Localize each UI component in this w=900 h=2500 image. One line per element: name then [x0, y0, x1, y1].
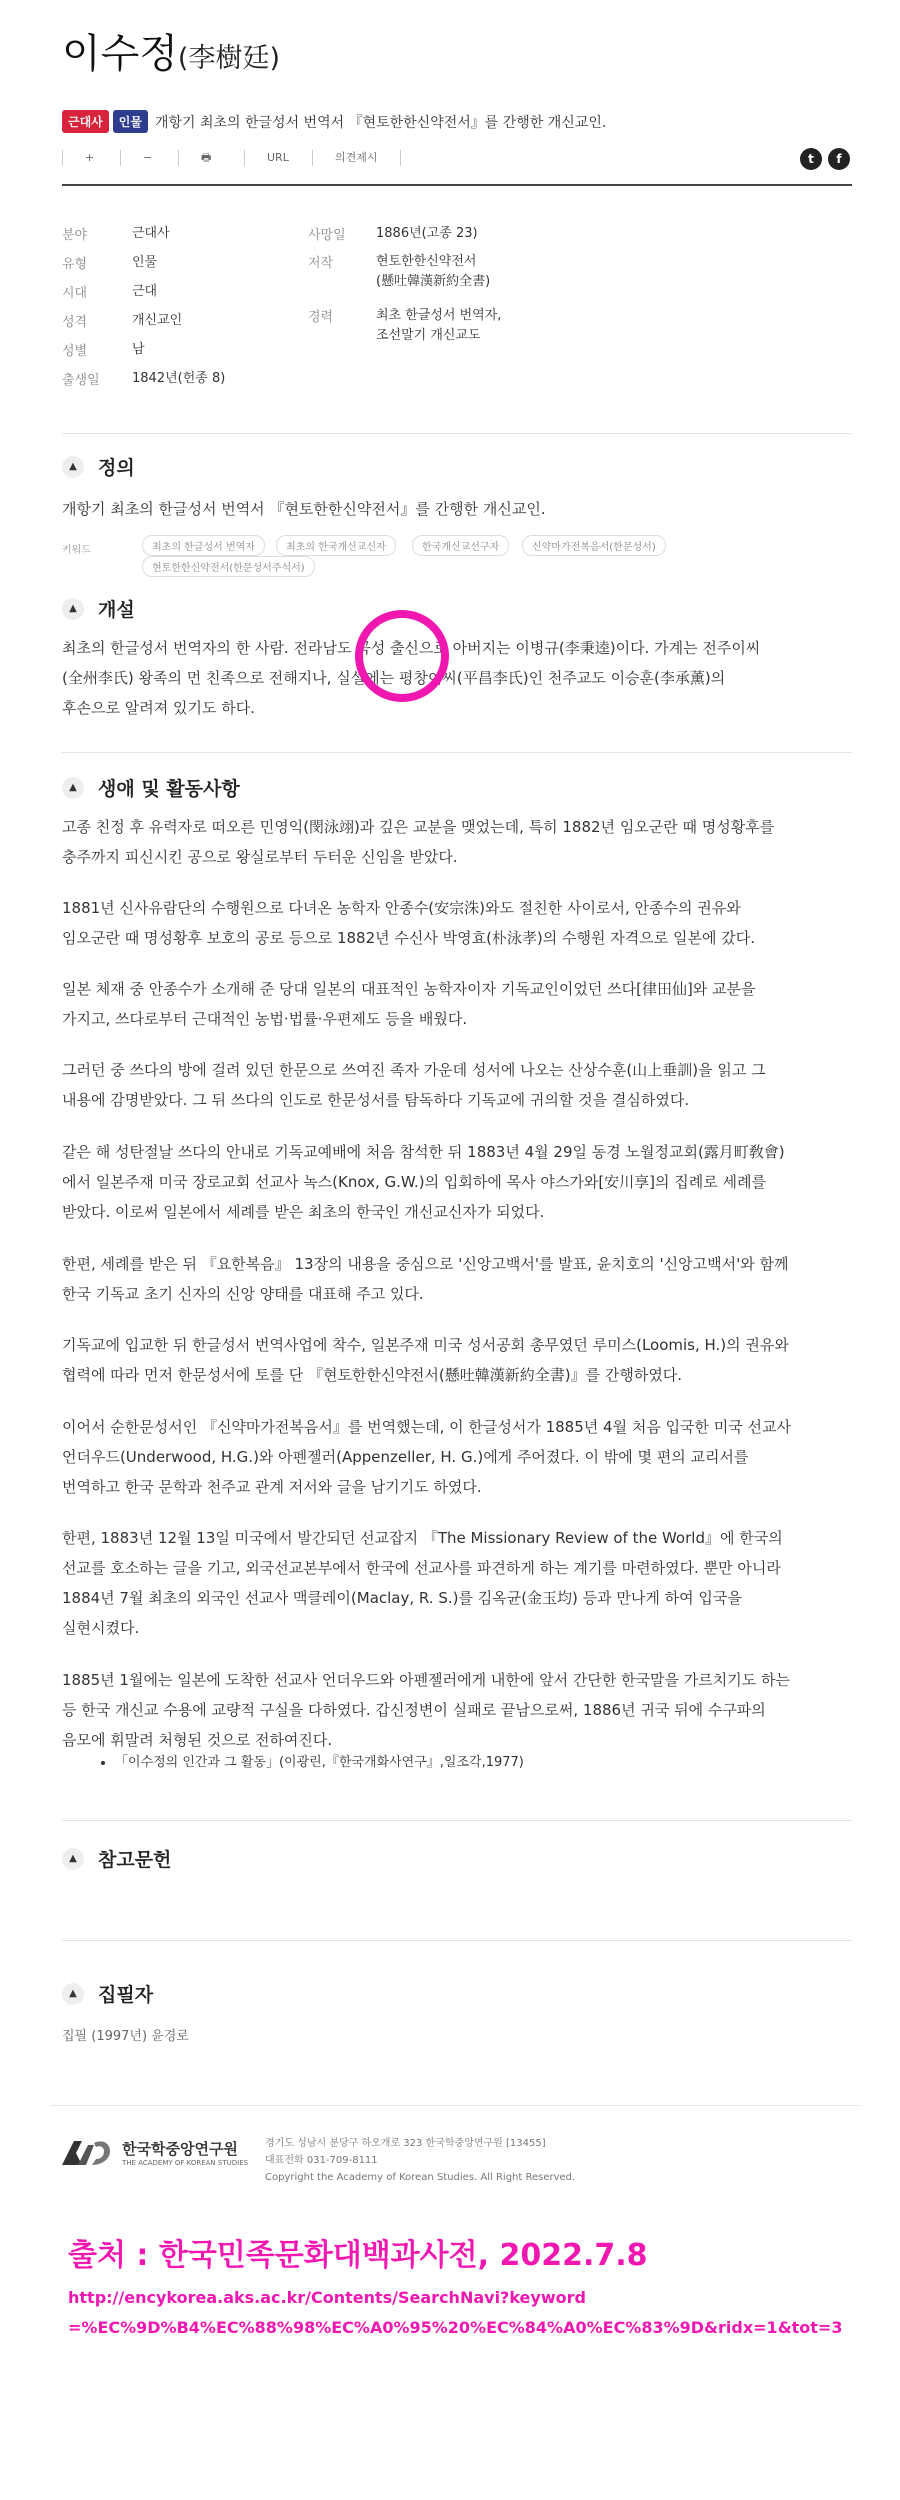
- text-line: 선교를 호소하는 글을 기고, 외국선교본부에서 한국에 선교사를 파견하게 하는 계기를 마련하였다. 뿐만 아니라: [62, 1559, 781, 1577]
- life-paragraph: [62, 1249, 832, 1309]
- text-line: (全州李氏) 왕족의 먼 친족으로 전해지나, 실설에는 평창이씨(平昌李氏)인 천주교도 이승훈(李承薰)의: [62, 669, 726, 687]
- text-line: 가지고, 쓰다로부터 근대적인 농법·법률·우편제도 등을 배웠다.: [62, 1010, 468, 1028]
- section-title: 참고문헌: [98, 1849, 172, 1871]
- entry-badges: [62, 110, 606, 133]
- text-line: 같은 해 성탄절날 쓰다의 안내로 기독교예배에 처음 참석한 뒤 1883년 4월 29일 동경 노월정교회(露月町敎會): [62, 1143, 785, 1161]
- info-value: 근대사: [132, 226, 170, 241]
- info-value: [376, 306, 501, 346]
- definition-heading[interactable]: [62, 453, 135, 480]
- source-label: 출처 : 한국민족문화대백과사전, 2022.7.8: [68, 2238, 648, 2273]
- collapse-icon[interactable]: ▲: [62, 456, 84, 478]
- collapse-icon[interactable]: ▲: [62, 1983, 84, 2005]
- writer-heading[interactable]: [62, 1980, 153, 2007]
- text-line: 언더우드(Underwood, H.G.)와 아펜젤러(Appenzeller, H. G.)에게 주어졌다. 이 밖에 몇 편의 교리서를: [62, 1448, 749, 1466]
- text-line: 최초의 한글성서 번역자의 한 사람. 전라남도 곡성 출신으로 아버지는 이병규(李秉逵)이다. 가계는 전주이씨: [62, 639, 761, 657]
- info-label: 출생일: [62, 373, 100, 388]
- writer-text: 집필 (1997년) 윤경로: [62, 2029, 189, 2044]
- references-heading[interactable]: [62, 1845, 171, 1872]
- info-label: 경력: [308, 310, 334, 325]
- info-label: 성격: [62, 315, 88, 330]
- life-paragraph: [62, 1330, 832, 1390]
- info-value: 인물: [132, 255, 158, 270]
- keyword-tag[interactable]: 최초의 한국개신교신자: [276, 535, 396, 556]
- text-line: 일본 체재 중 안종수가 소개해 준 당대 일본의 대표적인 농학자이자 기독교인이었던 쓰다[律田仙]와 교분을: [62, 980, 756, 998]
- source-url[interactable]: [68, 2283, 842, 2343]
- text-line: 1885년 1월에는 일본에 도착한 선교사 언더우드와 아펜젤러에게 내한에 앞서 간단한 한국말을 가르치기도 하는: [62, 1671, 791, 1689]
- collapse-icon[interactable]: ▲: [62, 598, 84, 620]
- info-label: 저작: [308, 256, 334, 271]
- life-paragraph: [62, 812, 832, 872]
- text-line: 고종 친정 후 유력자로 떠오른 민영익(閔泳翊)과 깊은 교분을 맺었는데, 특히 1882년 임오군란 때 명성황후를: [62, 818, 775, 836]
- text-line: 1884년 7월 최초의 외국인 선교사 맥클레이(Maclay, R. S.)를 김옥균(金玉均) 등과 만나게 하여 입국을: [62, 1589, 742, 1607]
- text-line: 내용에 감명받았다. 그 뒤 쓰다의 인도로 한문성서를 탐독하다 기독교에 귀의할 것을 결심하였다.: [62, 1091, 690, 1109]
- collapse-icon[interactable]: ▲: [62, 1848, 84, 1870]
- org-name-ko: 한국학중앙연구원: [122, 2139, 238, 2158]
- info-label: 성별: [62, 344, 88, 359]
- work-title-hanja: (懸吐韓漢新約全書): [376, 274, 491, 289]
- toolbar: [62, 140, 852, 186]
- text-line: 한국 기독교 초기 신자의 신앙 양태를 대표해 주고 있다.: [62, 1285, 424, 1303]
- text-line: 음모에 휘말려 처형된 것으로 전하여진다.: [62, 1731, 333, 1749]
- text-line: 한편, 1883년 12월 13일 미국에서 발간되던 선교잡지 『The Missionary Review of the World』에 한국의: [62, 1529, 783, 1547]
- reference-item: • 「이수정의 인간과 그 활동」(이광린,『한국개화사연구』,일조각,1977): [115, 1751, 524, 1770]
- text-line: 임오군란 때 명성황후 보호의 공로 등으로 1882년 수신사 박영효(朴泳孝)의 수행원 자격으로 일본에 갔다.: [62, 929, 755, 947]
- info-label: 분야: [62, 228, 88, 243]
- life-paragraph: [62, 1412, 832, 1502]
- text-line: 그러던 중 쓰다의 방에 걸려 있던 한문으로 쓰여진 족자 가운데 성서에 나오는 산상수훈(山上垂訓)을 읽고 그: [62, 1061, 766, 1079]
- section-title: 정의: [98, 457, 135, 479]
- page-title: [62, 22, 280, 79]
- info-label: 유형: [62, 257, 88, 272]
- url-button[interactable]: URL: [244, 150, 311, 166]
- era-badge[interactable]: 근대사: [62, 110, 109, 133]
- definition-text: 개항기 최초의 한글성서 번역서 『현토한한신약전서』를 간행한 개신교인.: [62, 500, 546, 518]
- info-value: 1886년(고종 23): [376, 226, 478, 241]
- divider: [62, 1820, 852, 1821]
- keyword-tag[interactable]: 최초의 한글성서 번역자: [142, 535, 265, 556]
- life-paragraph: [62, 1137, 832, 1227]
- facebook-icon[interactable]: f: [828, 148, 850, 170]
- text-line: 후손으로 알려져 있기도 하다.: [62, 699, 255, 717]
- info-value: 남: [132, 342, 145, 357]
- text-line: 1881년 신사유람단의 수행원으로 다녀온 농학자 안종수(安宗洙)와도 절친한 사이로서, 안종수의 권유와: [62, 899, 741, 917]
- entry-hanja: (李樹廷): [177, 43, 280, 74]
- info-value: 근대: [132, 284, 158, 299]
- zoom-in-button[interactable]: +: [62, 150, 116, 166]
- career-line: 최초 한글성서 번역자,: [376, 308, 502, 323]
- footer-address: 경기도 성남시 분당구 하오개로 323 한국학중앙연구원 [13455]: [265, 2138, 546, 2149]
- text-line: 충주까지 피신시킨 공으로 왕실로부터 두터운 신임을 받았다.: [62, 848, 458, 866]
- keyword-tag[interactable]: 신약마가전복음서(한문성서): [522, 535, 666, 556]
- footer-org-name: [122, 2138, 248, 2167]
- life-paragraph: [62, 1055, 832, 1115]
- info-value: [376, 252, 490, 292]
- info-label: 시대: [62, 286, 88, 301]
- feedback-button[interactable]: 의견제시: [312, 150, 401, 166]
- life-paragraph: [62, 1523, 832, 1643]
- keyword-tag[interactable]: 현토한한신약전서(한문성서주석서): [142, 556, 315, 577]
- work-title: 현토한한신약전서: [376, 254, 477, 269]
- keyword-tag[interactable]: 한국개신교선구자: [412, 535, 509, 556]
- footer-logo[interactable]: [60, 2137, 248, 2167]
- life-paragraph: [62, 974, 832, 1034]
- type-badge[interactable]: 인물: [113, 110, 148, 133]
- source-url-line[interactable]: =%EC%9D%B4%EC%88%98%EC%A0%95%20%EC%84%A0%EC%83%9D&ridx=1&tot=3: [68, 2318, 843, 2337]
- highlight-circle: [355, 610, 449, 702]
- source-url-line[interactable]: http://encykorea.aks.ac.kr/Contents/SearchNavi?keyword: [68, 2288, 586, 2307]
- text-line: 등 한국 개신교 수용에 교량적 구실을 다하였다. 갑신정변이 실패로 끝남으로써, 1886년 귀국 뒤에 수구파의: [62, 1701, 766, 1719]
- text-line: 실현시켰다.: [62, 1619, 140, 1637]
- zoom-out-button[interactable]: −: [120, 150, 174, 166]
- text-line: 한편, 세례를 받은 뒤 『요한복음』 13장의 내용을 중심으로 '신앙고백서'를 발표, 윤치호의 '신앙고백서'와 함께: [62, 1255, 789, 1273]
- footer-copyright: Copyright the Academy of Korean Studies. All Right Reserved.: [265, 2172, 576, 2183]
- text-line: 기독교에 입교한 뒤 한글성서 번역사업에 착수, 일본주재 미국 성서공회 총무였던 루미스(Loomis, H.)의 권유와: [62, 1336, 789, 1354]
- entry-summary: 개항기 최초의 한글성서 번역서 『현토한한신약전서』를 간행한 개신교인.: [154, 114, 607, 131]
- text-line: 에서 일본주재 미국 장로교회 선교사 녹스(Knox, G.W.)의 입회하에 목사 야스가와[安川享]의 집례로 세례를: [62, 1173, 766, 1191]
- text-line: 번역하고 한국 문학과 천주교 관계 저서와 글을 남기기도 하였다.: [62, 1478, 482, 1496]
- entry-name: 이수정: [62, 31, 178, 77]
- divider: [62, 433, 852, 434]
- divider: [62, 752, 852, 753]
- info-label: 사망일: [308, 228, 346, 243]
- collapse-icon[interactable]: ▲: [62, 777, 84, 799]
- twitter-icon[interactable]: t: [800, 148, 822, 170]
- print-icon[interactable]: 🖶: [178, 150, 233, 166]
- career-line: 조선말기 개신교도: [376, 328, 481, 343]
- footer-divider: [50, 2105, 860, 2106]
- info-table: [62, 224, 852, 404]
- overview-heading[interactable]: [62, 595, 135, 622]
- org-name-en: THE ACADEMY OF KOREAN STUDIES: [122, 2158, 249, 2167]
- reference-list: [97, 1751, 524, 1770]
- life-paragraph: [62, 893, 832, 953]
- life-paragraph: [62, 1665, 832, 1755]
- life-heading[interactable]: [62, 774, 240, 801]
- text-line: 협력에 따라 먼저 한문성서에 토를 단 『현토한한신약전서(懸吐韓漢新約全書)』를 간행하였다.: [62, 1366, 683, 1384]
- text-line: 받았다. 이로써 일본에서 세례를 받은 최초의 한국인 개신교신자가 되었다.: [62, 1203, 545, 1221]
- section-title: 생애 및 활동사항: [98, 778, 240, 800]
- keyword-label: 키워드: [62, 545, 91, 556]
- section-title: 개설: [98, 599, 135, 621]
- text-line: 이어서 순한문성서인 『신약마가전복음서』를 번역했는데, 이 한글성서가 1885년 4월 처음 입국한 미국 선교사: [62, 1418, 792, 1436]
- aks-logo-icon: [60, 2137, 114, 2167]
- footer-info: [265, 2135, 575, 2186]
- info-value: 1842년(헌종 8): [132, 371, 226, 386]
- divider: [62, 1940, 852, 1941]
- info-value: 개신교인: [132, 313, 183, 328]
- footer-phone: 대표전화 031-709-8111: [265, 2155, 378, 2166]
- section-title: 집필자: [98, 1984, 154, 2006]
